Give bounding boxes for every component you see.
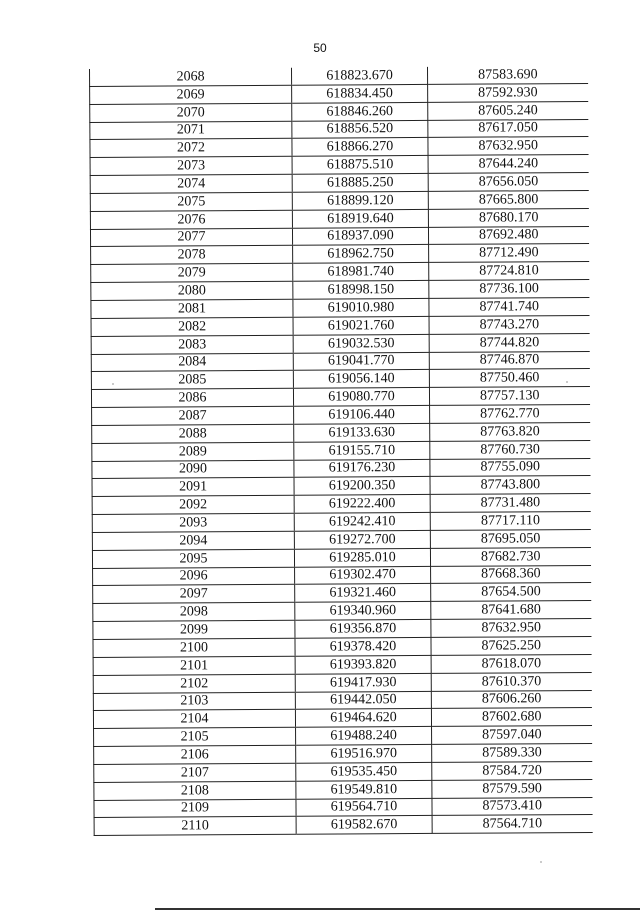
point-number-cell: 2107	[94, 763, 296, 782]
table-row	[91, 387, 589, 408]
point-number-cell: 2073	[90, 156, 292, 175]
x-coordinate-cell: 619549.810	[296, 780, 432, 799]
table-row	[91, 351, 589, 372]
table-row	[94, 797, 592, 818]
table-row	[91, 297, 589, 318]
y-coordinate-cell: 87610.370	[431, 672, 591, 691]
y-coordinate-cell: 87717.110	[430, 512, 590, 531]
table-row	[93, 565, 591, 586]
y-coordinate-cell: 87731.480	[430, 494, 590, 513]
y-coordinate-cell: 87589.330	[432, 744, 592, 763]
table-row	[93, 690, 591, 711]
x-coordinate-cell: 619378.420	[295, 637, 431, 656]
scan-speck	[540, 861, 542, 863]
x-coordinate-cell: 618846.260	[292, 102, 428, 121]
y-coordinate-cell: 87644.240	[428, 155, 588, 174]
x-coordinate-cell: 618885.250	[292, 173, 428, 192]
point-number-cell: 2091	[92, 478, 294, 497]
x-coordinate-cell: 619564.710	[296, 798, 432, 817]
coordinates-table	[89, 66, 592, 836]
point-number-cell: 2075	[90, 192, 292, 211]
x-coordinate-cell: 618899.120	[292, 191, 428, 210]
y-coordinate-cell: 87584.720	[432, 761, 592, 780]
x-coordinate-cell: 619272.700	[294, 530, 430, 549]
x-coordinate-cell: 619417.930	[295, 673, 431, 692]
x-coordinate-cell: 619516.970	[296, 744, 432, 763]
table-row	[91, 262, 589, 283]
table-row	[91, 244, 589, 265]
y-coordinate-cell: 87654.500	[431, 583, 591, 602]
y-coordinate-cell: 87583.690	[427, 66, 587, 84]
x-coordinate-cell: 618937.090	[292, 227, 428, 246]
x-coordinate-cell: 619488.240	[296, 727, 432, 746]
point-number-cell: 2109	[94, 799, 296, 818]
x-coordinate-cell: 619393.820	[295, 655, 431, 674]
y-coordinate-cell: 87762.770	[430, 404, 590, 423]
table-row	[93, 654, 591, 675]
table-row	[92, 440, 590, 461]
y-coordinate-cell: 87668.360	[431, 565, 591, 584]
y-coordinate-cell: 87602.680	[431, 708, 591, 727]
table-row	[90, 137, 588, 158]
x-coordinate-cell: 619155.710	[294, 441, 430, 460]
point-number-cell: 2071	[90, 121, 292, 140]
table-row	[92, 404, 590, 425]
y-coordinate-cell: 87746.870	[429, 351, 589, 370]
x-coordinate-cell: 619106.440	[294, 405, 430, 424]
x-coordinate-cell: 619080.770	[293, 388, 429, 407]
y-coordinate-cell: 87665.800	[428, 190, 588, 209]
table-row	[91, 333, 589, 354]
point-number-cell: 2102	[93, 674, 295, 693]
x-coordinate-cell: 619356.870	[295, 620, 431, 639]
y-coordinate-cell: 87625.250	[431, 636, 591, 655]
x-coordinate-cell: 618875.510	[292, 156, 428, 175]
table-row	[93, 636, 591, 657]
point-number-cell: 2110	[94, 817, 296, 836]
table-row	[93, 583, 591, 604]
y-coordinate-cell: 87617.050	[428, 119, 588, 138]
x-coordinate-cell: 619200.350	[294, 477, 430, 496]
y-coordinate-cell: 87656.050	[428, 173, 588, 192]
x-coordinate-cell: 619021.760	[293, 316, 429, 335]
point-number-cell: 2099	[93, 620, 295, 639]
x-coordinate-cell: 619340.960	[295, 602, 431, 621]
y-coordinate-cell: 87573.410	[432, 797, 592, 816]
table-row	[92, 458, 590, 479]
point-number-cell: 2077	[90, 228, 292, 247]
table-row	[92, 512, 590, 533]
x-coordinate-cell: 618981.740	[293, 263, 429, 282]
x-coordinate-cell: 619302.470	[295, 566, 431, 585]
x-coordinate-cell: 618866.270	[292, 138, 428, 157]
y-coordinate-cell: 87755.090	[430, 458, 590, 477]
y-coordinate-cell: 87692.480	[428, 226, 588, 245]
table-row	[92, 529, 590, 550]
table-row	[90, 101, 588, 122]
table-row	[92, 476, 590, 497]
x-coordinate-cell: 619032.530	[293, 334, 429, 353]
y-coordinate-cell: 87641.680	[431, 601, 591, 620]
point-number-cell: 2105	[94, 727, 296, 746]
y-coordinate-cell: 87680.170	[428, 208, 588, 227]
x-coordinate-cell: 619442.050	[295, 691, 431, 710]
y-coordinate-cell: 87597.040	[432, 726, 592, 745]
point-number-cell: 2084	[91, 353, 293, 372]
point-number-cell: 2081	[91, 299, 293, 318]
y-coordinate-cell: 87743.800	[430, 476, 590, 495]
y-coordinate-cell: 87744.820	[429, 333, 589, 352]
table-row	[92, 422, 590, 443]
table-row	[94, 815, 592, 836]
table-row	[93, 601, 591, 622]
point-number-cell: 2083	[91, 335, 293, 354]
x-coordinate-cell: 619010.980	[293, 298, 429, 317]
x-coordinate-cell: 619242.410	[294, 513, 430, 532]
y-coordinate-cell: 87606.260	[431, 690, 591, 709]
point-number-cell: 2086	[91, 388, 293, 407]
x-coordinate-cell: 619464.620	[295, 709, 431, 728]
point-number-cell: 2101	[93, 656, 295, 675]
point-number-cell: 2085	[91, 371, 293, 390]
table-row	[90, 119, 588, 140]
y-coordinate-cell: 87724.810	[429, 262, 589, 281]
x-coordinate-cell: 618823.670	[291, 67, 427, 85]
x-coordinate-cell: 619321.460	[295, 584, 431, 603]
point-number-cell: 2104	[93, 710, 295, 729]
table-row	[93, 672, 591, 693]
table-row	[94, 744, 592, 765]
scan-speck	[566, 381, 568, 383]
point-number-cell: 2108	[94, 781, 296, 800]
y-coordinate-cell: 87760.730	[430, 440, 590, 459]
point-number-cell: 2093	[92, 513, 294, 532]
point-number-cell: 2094	[92, 531, 294, 550]
x-coordinate-cell: 619041.770	[293, 352, 429, 371]
y-coordinate-cell: 87618.070	[431, 654, 591, 673]
point-number-cell: 2096	[93, 567, 295, 586]
point-number-cell: 2100	[93, 638, 295, 657]
y-coordinate-cell: 87750.460	[429, 369, 589, 388]
y-coordinate-cell: 87682.730	[430, 547, 590, 566]
y-coordinate-cell: 87757.130	[429, 387, 589, 406]
y-coordinate-cell: 87592.930	[428, 83, 588, 102]
point-number-cell: 2080	[91, 281, 293, 300]
x-coordinate-cell: 618834.450	[292, 84, 428, 103]
x-coordinate-cell: 619176.230	[294, 459, 430, 478]
point-number-cell: 2079	[91, 264, 293, 283]
point-number-cell: 2069	[90, 85, 292, 104]
y-coordinate-cell: 87712.490	[429, 244, 589, 263]
table-row	[90, 173, 588, 194]
y-coordinate-cell: 87743.270	[429, 315, 589, 334]
y-coordinate-cell: 87736.100	[429, 280, 589, 299]
y-coordinate-cell: 87741.740	[429, 297, 589, 316]
x-coordinate-cell: 619582.670	[296, 816, 432, 835]
y-coordinate-cell: 87605.240	[428, 101, 588, 120]
point-number-cell: 2070	[90, 103, 292, 122]
table-row	[90, 155, 588, 176]
table-row	[93, 619, 591, 640]
point-number-cell: 2072	[90, 139, 292, 158]
table-row	[90, 190, 588, 211]
point-number-cell: 2089	[92, 442, 294, 461]
point-number-cell: 2076	[90, 210, 292, 229]
table-row	[91, 280, 589, 301]
point-number-cell: 2087	[92, 406, 294, 425]
y-coordinate-cell: 87564.710	[432, 815, 592, 834]
point-number-cell: 2074	[90, 174, 292, 193]
table-row	[90, 83, 588, 104]
x-coordinate-cell: 619133.630	[294, 423, 430, 442]
x-coordinate-cell: 618962.750	[293, 245, 429, 264]
y-coordinate-cell: 87763.820	[430, 422, 590, 441]
y-coordinate-cell: 87632.950	[431, 619, 591, 638]
table-row	[90, 208, 588, 229]
table-row	[92, 494, 590, 515]
table-row	[94, 726, 592, 747]
point-number-cell: 2090	[92, 460, 294, 479]
point-number-cell: 2088	[92, 424, 294, 443]
table-row	[92, 547, 590, 568]
point-number-cell: 2098	[93, 603, 295, 622]
x-coordinate-cell: 618856.520	[292, 120, 428, 139]
x-coordinate-cell: 619285.010	[294, 548, 430, 567]
table-row	[94, 761, 592, 782]
y-coordinate-cell: 87579.590	[432, 779, 592, 798]
x-coordinate-cell: 619222.400	[294, 495, 430, 514]
page-number: 50	[313, 41, 327, 55]
table-row	[91, 315, 589, 336]
coordinates-table-body	[89, 66, 592, 836]
y-coordinate-cell: 87695.050	[430, 529, 590, 548]
point-number-cell: 2106	[94, 745, 296, 764]
scan-speck	[112, 383, 114, 385]
point-number-cell: 2082	[91, 317, 293, 336]
table-row	[90, 226, 588, 247]
x-coordinate-cell: 619535.450	[296, 762, 432, 781]
point-number-cell: 2097	[93, 585, 295, 604]
table-row	[94, 779, 592, 800]
table-row	[91, 369, 589, 390]
table-row	[93, 708, 591, 729]
bottom-edge-line	[155, 908, 640, 910]
x-coordinate-cell: 619056.140	[293, 370, 429, 389]
x-coordinate-cell: 618998.150	[293, 281, 429, 300]
point-number-cell: 2068	[89, 68, 291, 87]
point-number-cell: 2092	[92, 496, 294, 515]
point-number-cell: 2078	[91, 246, 293, 265]
point-number-cell: 2103	[93, 692, 295, 711]
x-coordinate-cell: 618919.640	[292, 209, 428, 228]
point-number-cell: 2095	[92, 549, 294, 568]
y-coordinate-cell: 87632.950	[428, 137, 588, 156]
